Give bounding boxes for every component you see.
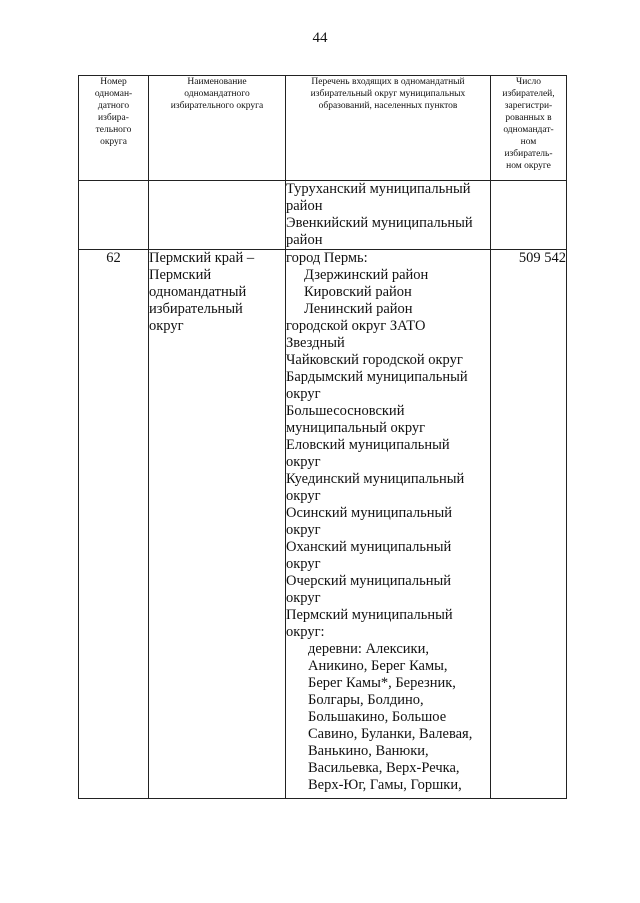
text-line: одномандат- [503,125,554,135]
text-line: избирателей, [502,89,555,99]
list-item: Большесосновский [286,403,405,419]
text-line: избирательный [149,301,243,317]
text-line: Наименование [187,77,247,87]
districts-table [78,75,567,799]
list-item: Еловский муниципальный [286,437,450,453]
text-line: рованных в [505,113,552,123]
text-line: Туруханский муниципальный [286,181,471,197]
list-item: Чайковский городской округ [286,352,463,368]
text-line: Пермский край – [149,250,255,266]
list-item: Оханский муниципальный [286,539,452,555]
text-line: Перечень входящих в одномандатный [311,77,465,87]
list-item: округ [286,590,321,606]
table-row-continuation [79,181,567,250]
text-line: ном [520,137,537,147]
list-item: Бардымский муниципальный [286,369,468,385]
list-item: округ: [286,624,325,640]
cell-municipalities-continuation [286,181,491,250]
text-line: избиратель- [504,149,553,159]
cell-voters-empty [491,181,567,250]
text-line: Номер [100,77,127,87]
list-item: город Пермь: [286,250,368,266]
table-header-row [79,76,567,181]
list-item: округ [286,386,321,402]
text-line: зарегистри- [504,101,553,111]
cell-municipalities-list [286,250,491,799]
table-row-district-62 [79,250,567,799]
list-item: Аникино, Берег Камы, [308,658,448,674]
text-line: датного [97,101,130,111]
list-item: Ванькино, Ванюки, [308,743,429,759]
list-item: Дзержинский район [304,267,429,283]
list-item: Болгары, Болдино, [308,692,424,708]
text-line: одномандатный [149,284,247,300]
list-item: деревни: Алексики, [308,641,429,657]
list-item: округ [286,454,321,470]
list-item: округ [286,488,321,504]
text-line: Число [516,77,541,87]
text-line: район [286,198,323,214]
page-number: 44 [312,30,328,46]
text-line: одномандатного [184,89,250,99]
cell-district-name [149,250,286,799]
text-line: округа [100,137,127,147]
text-line: избира- [98,113,129,123]
list-item: Пермский муниципальный [286,607,453,623]
text-line: округ [149,318,184,334]
list-item: Очерский муниципальный [286,573,451,589]
list-item: Осинский муниципальный [286,505,452,521]
list-item: Куединский муниципальный [286,471,465,487]
text-line: Пермский [149,267,212,283]
list-item: округ [286,556,321,572]
list-item: городской округ ЗАТО [286,318,426,334]
text-line: избирательного округа [170,101,264,111]
text-line: тельного [95,125,132,135]
list-item: Васильевка, Верх-Речка, [308,760,460,776]
list-item: Кировский район [304,284,412,300]
text-line: Эвенкийский муниципальный [286,215,473,231]
text-line: одноман- [94,89,133,99]
text-line: ном округе [506,161,551,171]
header-voters-count [491,76,567,181]
list-item: Большакино, Большое [308,709,447,725]
cell-district-number: 62 [79,250,149,799]
header-district-name [149,76,286,181]
header-municipalities-list [286,76,491,181]
text-line: избирательный округ муниципальных [310,89,466,99]
text-line: район [286,232,323,248]
cell-name-empty [149,181,286,250]
header-district-number [79,76,149,181]
cell-voters-count: 509 542 [491,250,567,799]
list-item: Верх-Юг, Гамы, Горшки, [308,777,462,793]
text-line: образований, населенных пунктов [318,101,458,111]
list-item: округ [286,522,321,538]
list-item: Савино, Буланки, Валевая, [308,726,473,742]
list-item: Ленинский район [304,301,413,317]
list-item: муниципальный округ [286,420,426,436]
cell-number-empty [79,181,149,250]
list-item: Берег Камы*, Березник, [308,675,456,691]
list-item: Звездный [286,335,345,351]
